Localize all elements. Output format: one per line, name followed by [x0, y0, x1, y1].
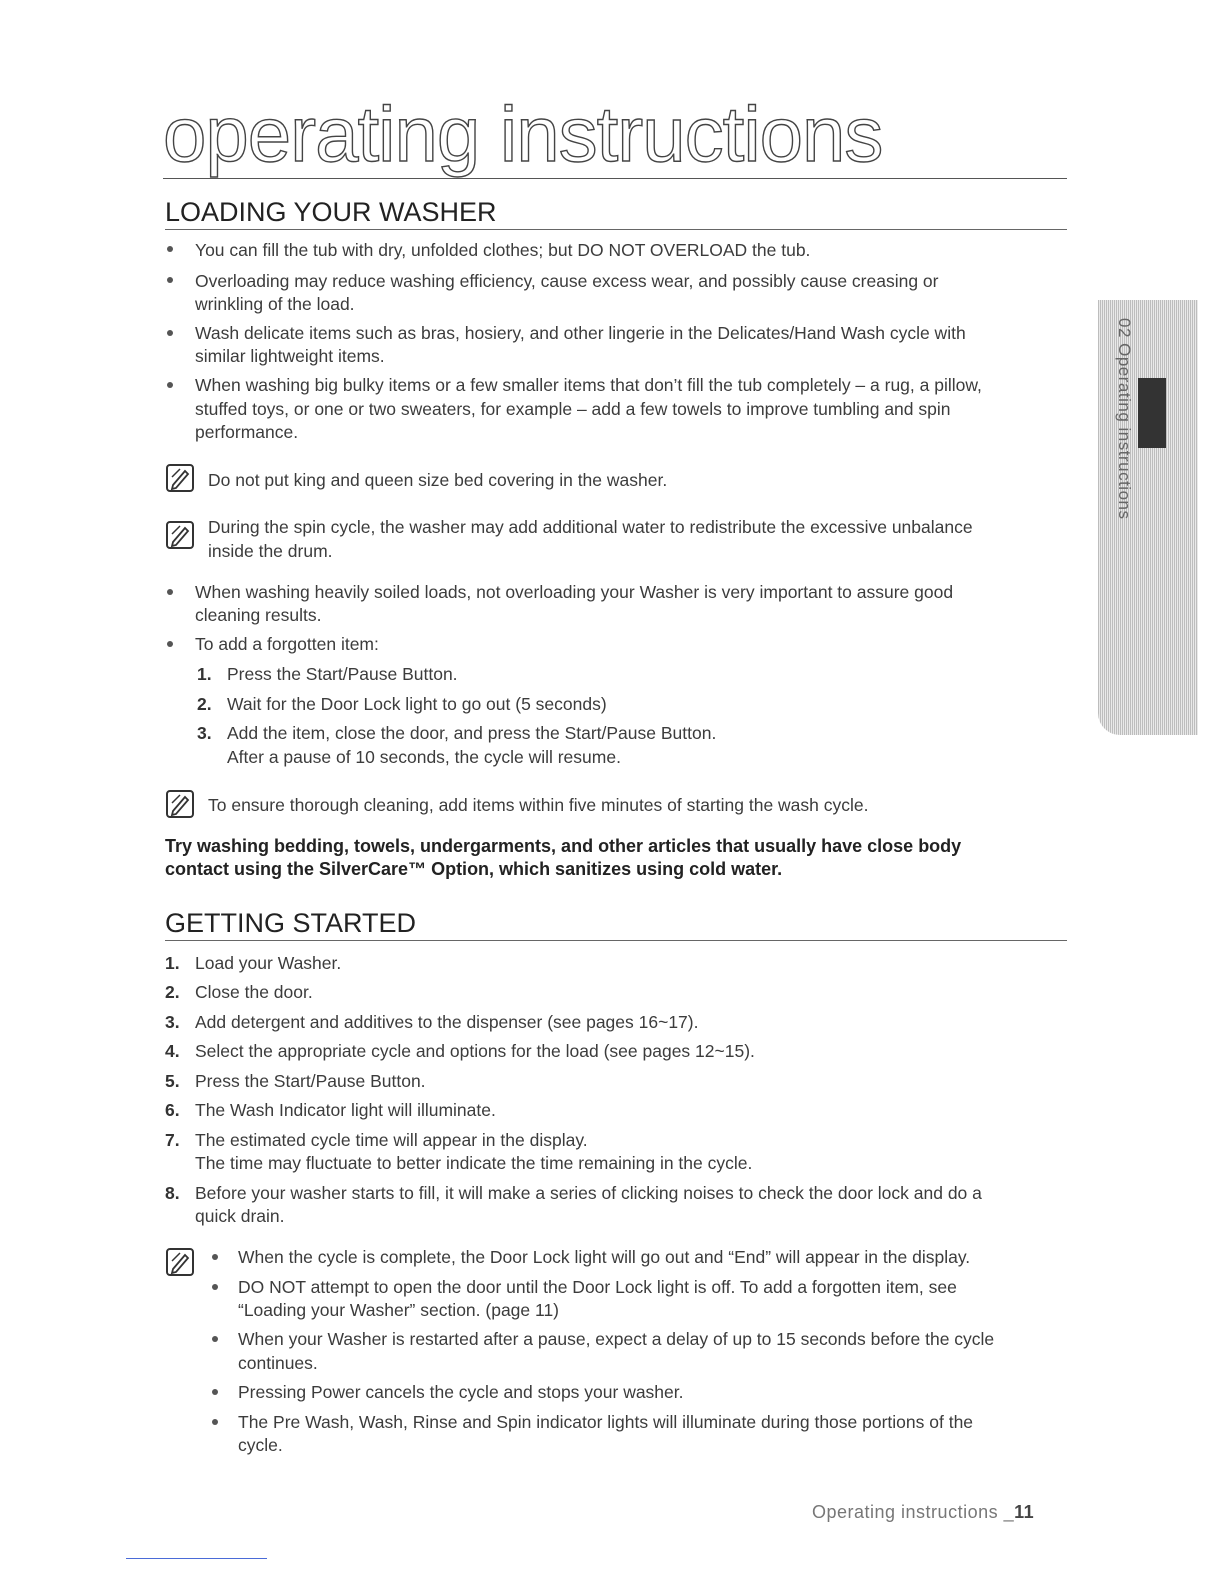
note-list-item: When the cycle is complete, the Door Lock light will go out and “End” will appear in the display. [238, 1247, 971, 1267]
step-number: 1. [197, 664, 212, 684]
note-icon [165, 1247, 195, 1277]
step-text: Load your Washer. [195, 953, 342, 973]
page-number: 11 [1014, 1502, 1035, 1522]
section-heading-loading: LOADING YOUR WASHER [165, 196, 1067, 230]
list-item-continuation: performance. [195, 422, 299, 442]
note-list-item-continuation: continues. [238, 1353, 318, 1373]
step-number: 2. [197, 694, 212, 714]
bullet-icon [167, 246, 173, 252]
list-item: Wash delicate items such as bras, hosiery, and other lingerie in the Delicates/Hand Wash cycle with [195, 323, 966, 343]
note-text: Do not put king and queen size bed covering in the washer. [208, 470, 668, 490]
note-list-item: DO NOT attempt to open the door until the Door Lock light is off. To add a forgotten item, see [238, 1277, 957, 1297]
note-list-item-continuation: “Loading your Washer” section. (page 11) [238, 1300, 559, 1320]
bullet-icon [167, 277, 173, 283]
step-number: 1. [165, 953, 180, 973]
list-item: When washing heavily soiled loads, not overloading your Washer is very important to assure good [195, 582, 954, 602]
chapter-tab-label: 02 Operating instructions [1115, 318, 1134, 520]
step-text: Close the door. [195, 982, 313, 1002]
list-item: Overloading may reduce washing efficiency, cause excess wear, and possibly cause creasing or [195, 271, 939, 291]
step-text-continuation: The time may fluctuate to better indicate the time remaining in the cycle. [195, 1153, 753, 1173]
step-text: Add detergent and additives to the dispenser (see pages 16~17). [195, 1012, 699, 1032]
section-heading-getting-started: GETTING STARTED [165, 907, 1067, 941]
step-number: 3. [165, 1012, 180, 1032]
step-number: 6. [165, 1100, 180, 1120]
note-list-item: When your Washer is restarted after a pause, expect a delay of up to 15 seconds before the cycle [238, 1329, 995, 1349]
step-text: The estimated cycle time will appear in the display. [195, 1130, 588, 1150]
list-item-continuation: wrinkling of the load. [195, 294, 355, 314]
step-text: Select the appropriate cycle and options for the load (see pages 12~15). [195, 1041, 755, 1061]
bullet-icon [212, 1389, 218, 1395]
bullet-icon [212, 1419, 218, 1425]
list-item: You can fill the tub with dry, unfolded clothes; but DO NOT OVERLOAD the tub. [195, 240, 811, 260]
bullet-icon [167, 382, 173, 388]
chapter-tab-marker [1138, 378, 1166, 448]
bullet-icon [212, 1336, 218, 1342]
footer-label: Operating instructions _ [812, 1502, 1015, 1522]
step-text-continuation: After a pause of 10 seconds, the cycle will resume. [227, 747, 621, 767]
step-number: 8. [165, 1183, 180, 1203]
note-list-item-continuation: cycle. [238, 1435, 283, 1455]
list-item: When washing big bulky items or a few smaller items that don’t fill the tub completely – a rug, a pillow, [195, 375, 982, 395]
step-number: 5. [165, 1071, 180, 1091]
step-number: 2. [165, 982, 180, 1002]
step-number: 4. [165, 1041, 180, 1061]
footer-divider [126, 1558, 267, 1559]
page-footer [812, 1502, 1034, 1523]
note-icon [165, 520, 195, 550]
list-item-continuation: similar lightweight items. [195, 346, 385, 366]
step-text: The Wash Indicator light will illuminate. [195, 1100, 496, 1120]
step-text: Press the Start/Pause Button. [195, 1071, 426, 1091]
bullet-icon [167, 330, 173, 336]
step-number: 7. [165, 1130, 180, 1150]
note-icon [165, 463, 195, 493]
bullet-icon [212, 1284, 218, 1290]
note-text-continuation: inside the drum. [208, 541, 333, 561]
step-text: Press the Start/Pause Button. [227, 664, 458, 684]
note-text: During the spin cycle, the washer may add additional water to redistribute the excessive unbalance [208, 517, 973, 537]
step-number: 3. [197, 723, 212, 743]
list-item: To add a forgotten item: [195, 634, 379, 654]
step-text: Add the item, close the door, and press the Start/Pause Button. [227, 723, 717, 743]
step-text: Before your washer starts to fill, it will make a series of clicking noises to check the door lock and do a [195, 1183, 982, 1203]
note-list-item: The Pre Wash, Wash, Rinse and Spin indicator lights will illuminate during those portions of the [238, 1412, 974, 1432]
bullet-icon [212, 1254, 218, 1260]
step-text-continuation: quick drain. [195, 1206, 285, 1226]
bullet-icon [167, 589, 173, 595]
step-text: Wait for the Door Lock light to go out (5 seconds) [227, 694, 607, 714]
note-list-item: Pressing Power cancels the cycle and stops your washer. [238, 1382, 684, 1402]
note-text: To ensure thorough cleaning, add items within five minutes of starting the wash cycle. [208, 795, 869, 815]
list-item-continuation: cleaning results. [195, 605, 322, 625]
tip-text: Try washing bedding, towels, undergarments, and other articles that usually have close body [165, 836, 962, 856]
bullet-icon [167, 641, 173, 647]
note-icon [165, 789, 195, 819]
page-title: operating instructions [163, 90, 1067, 179]
tip-text-continuation: contact using the SilverCare™ Option, which sanitizes using cold water. [165, 859, 783, 879]
list-item-continuation: stuffed toys, or one or two sweaters, for example – add a few towels to improve tumbling and spin [195, 399, 951, 419]
